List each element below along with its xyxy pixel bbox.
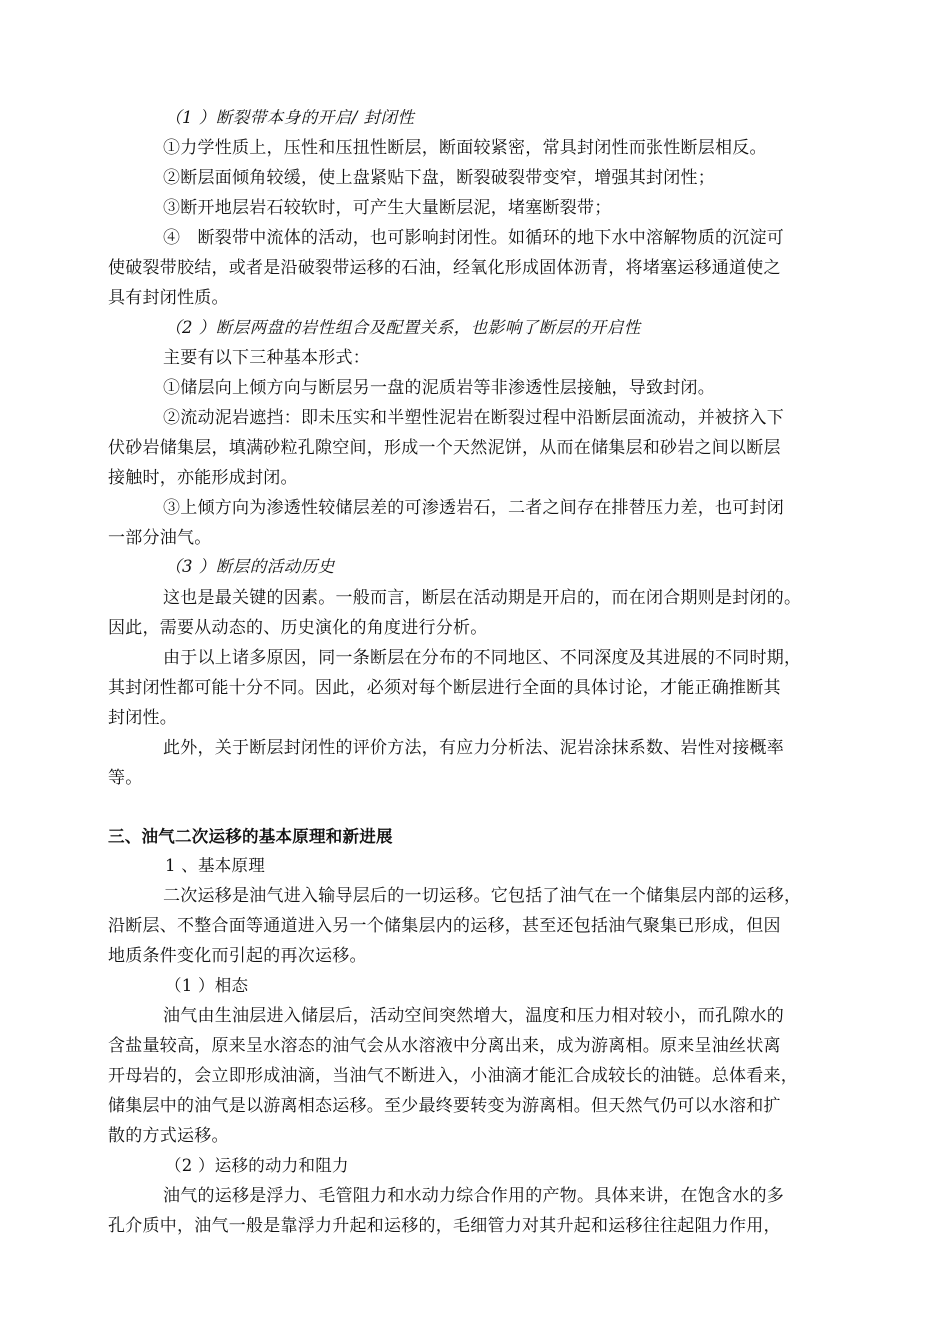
paragraph-line: 储集层中的油气是以游离相态运移。至少最终要转变为游离相。但天然气仍可以水溶和扩 — [108, 1096, 781, 1116]
paragraph-line: ②断层面倾角较缓，使上盘紧贴下盘，断裂破裂带变窄，增强其封闭性； — [163, 168, 715, 188]
subsection-heading: （1 ）相态 — [165, 976, 249, 995]
paragraph-line: 油气的运移是浮力、毛管阻力和水动力综合作用的产物。具体来讲，在饱含水的多 — [163, 1186, 784, 1206]
subsection-heading: （3 ）断层的活动历史 — [165, 557, 335, 576]
paragraph-line: ①储层向上倾方向与断层另一盘的泥质岩等非渗透性层接触，导致封闭。 — [163, 378, 715, 398]
paragraph-line: ②流动泥岩遮挡：即未压实和半塑性泥岩在断裂过程中沿断层面流动，并被挤入下 — [163, 408, 784, 428]
paragraph-line: 其封闭性都可能十分不同。因此，必须对每个断层进行全面的具体讨论，才能正确推断其 — [108, 678, 781, 698]
paragraph-line: 主要有以下三种基本形式： — [163, 348, 370, 368]
paragraph-line: ③上倾方向为渗透性较储层差的可渗透岩石，二者之间存在排替压力差，也可封闭 — [163, 498, 784, 518]
paragraph-line: 开母岩的，会立即形成油滴，当油气不断进入，小油滴才能汇合成较长的油链。总体看来， — [108, 1066, 798, 1086]
paragraph-line: 接触时，亦能形成封闭。 — [108, 468, 298, 488]
paragraph-line: 封闭性。 — [108, 708, 177, 728]
paragraph-line: 具有封闭性质。 — [108, 288, 229, 308]
paragraph-line: 这也是最关键的因素。一般而言，断层在活动期是开启的，而在闭合期则是封闭的。 — [163, 588, 802, 608]
paragraph-line: 含盐量较高，原来呈水溶态的油气会从水溶液中分离出来，成为游离相。原来呈油丝状离 — [108, 1036, 781, 1056]
section-heading: 三、油气二次运移的基本原理和新进展 — [108, 827, 393, 846]
paragraph-line: 二次运移是油气进入输导层后的一切运移。它包括了油气在一个储集层内部的运移， — [163, 886, 802, 906]
paragraph-line: 使破裂带胶结，或者是沿破裂带运移的石油，经氧化形成固体沥青，将堵塞运移通道使之 — [108, 258, 781, 278]
paragraph-line: 油气由生油层进入储层后，活动空间突然增大，温度和压力相对较小，而孔隙水的 — [163, 1006, 784, 1026]
paragraph-line: 散的方式运移。 — [108, 1126, 229, 1146]
paragraph-line: 由于以上诸多原因，同一条断层在分布的不同地区、不同深度及其进展的不同时期， — [163, 648, 802, 668]
paragraph-line: ①力学性质上，压性和压扭性断层，断面较紧密，常具封闭性而张性断层相反。 — [163, 138, 767, 158]
paragraph-line: 一部分油气。 — [108, 528, 212, 548]
paragraph-line: ③断开地层岩石较软时，可产生大量断层泥，堵塞断裂带； — [163, 198, 612, 218]
subsection-heading: （2 ）运移的动力和阻力 — [165, 1156, 349, 1175]
paragraph-line: 等。 — [108, 768, 143, 788]
paragraph-line: 伏砂岩储集层，填满砂粒孔隙空间，形成一个天然泥饼，从而在储集层和砂岩之间以断层 — [108, 438, 781, 458]
subsection-heading: （2 ）断层两盘的岩性组合及配置关系，也影响了断层的开启性 — [165, 318, 641, 337]
subsection-heading: 1 、基本原理 — [165, 856, 265, 875]
paragraph-line: 孔介质中，油气一般是靠浮力升起和运移的，毛细管力对其升起和运移往往起阻力作用， — [108, 1216, 781, 1236]
paragraph-line: 因此，需要从动态的、历史演化的角度进行分析。 — [108, 618, 488, 638]
paragraph-line: 地质条件变化而引起的再次运移。 — [108, 946, 367, 966]
subsection-heading: （1 ）断裂带本身的开启/ 封闭性 — [165, 108, 415, 127]
paragraph-line: ④ 断裂带中流体的活动，也可影响封闭性。如循环的地下水中溶解物质的沉淀可 — [163, 228, 784, 248]
paragraph-line: 沿断层、不整合面等通道进入另一个储集层内的运移，甚至还包括油气聚集已形成，但因 — [108, 916, 781, 936]
paragraph-line: 此外，关于断层封闭性的评价方法，有应力分析法、泥岩涂抹系数、岩性对接概率 — [163, 738, 784, 758]
